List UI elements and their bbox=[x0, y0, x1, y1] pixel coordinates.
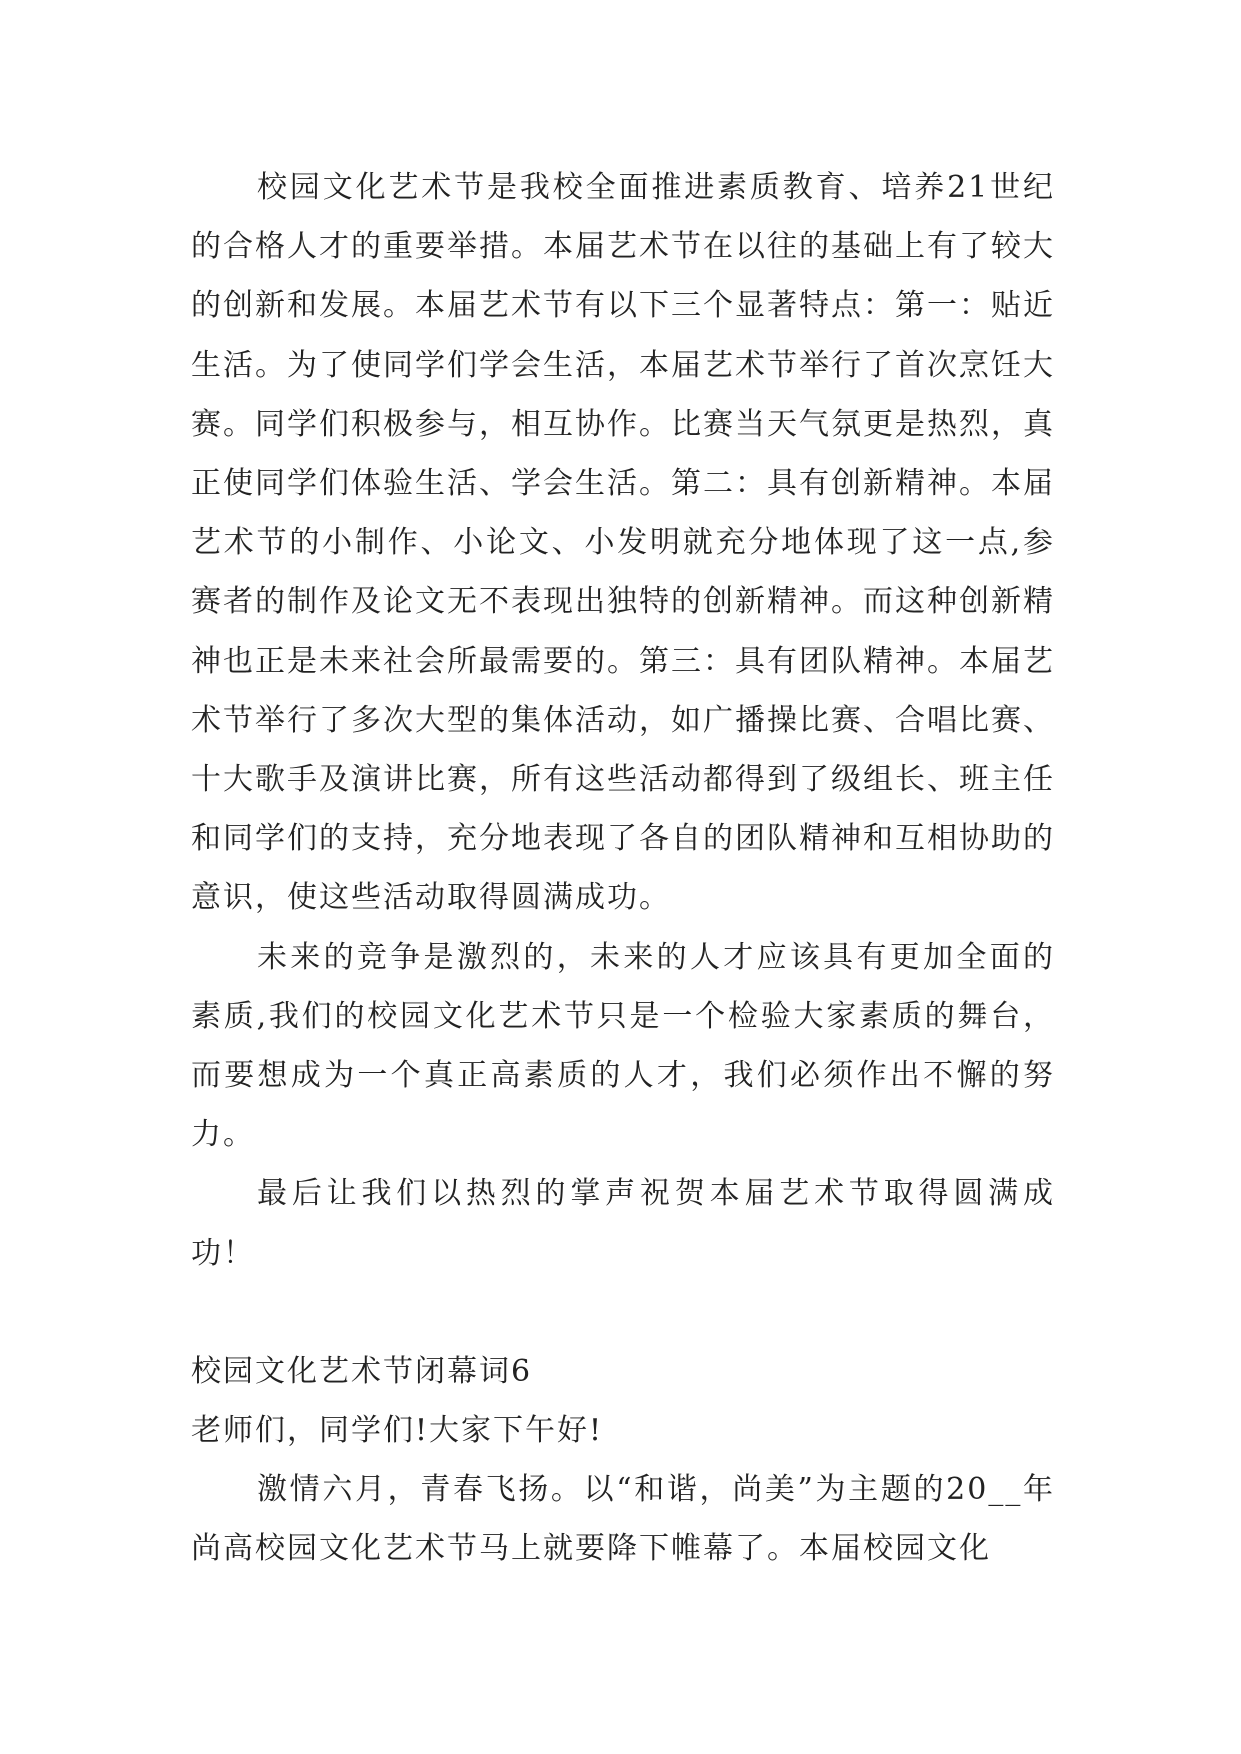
paragraph-congratulations: 最后让我们以热烈的掌声祝贺本届艺术节取得圆满成功！ bbox=[191, 1176, 1055, 1271]
section-spacer bbox=[191, 1283, 1055, 1342]
document-body bbox=[191, 158, 1055, 1579]
paragraph-festival-features: 校园文化艺术节是我校全面推进素质教育、培养21世纪的合格人才的重要举措。本届艺术节在以往的基础上有了较大的创新和发展。本届艺术节有以下三个显著特点：第一：贴近生活。为了使同学们学会生活，本届艺术节举行了首次烹饪大赛。同学们积极参与，相互协作。比赛当天气氛更是热烈，真正使同学们体验生活、学会生活。第二：具有创新精神。本届艺术节的小制作、小论文、小发明就充分地体现了这一点,参赛者的制作及论文无不表现出独特的创新精神。而这种创新精神也正是未来社会所最需要的。第三：具有团队精神。本届艺术节举行了多次大型的集体活动，如广播操比赛、合唱比赛、十大歌手及演讲比赛，所有这些活动都得到了级组长、班主任和同学们的支持，充分地表现了各自的团队精神和互相协助的意识，使这些活动取得圆满成功。 bbox=[191, 170, 1055, 916]
paragraph-future-competition: 未来的竞争是激烈的，未来的人才应该具有更加全面的素质,我们的校园文化艺术节只是一个检验大家素质的舞台，而要想成为一个真正高素质的人才，我们必须作出不懈的努力。 bbox=[191, 939, 1055, 1153]
paragraph-opening: 激情六月，青春飞扬。以“和谐，尚美”为主题的20__年尚高校园文化艺术节马上就要降下帷幕了。本届校园文化 bbox=[191, 1472, 1055, 1567]
greeting-line: 老师们，同学们!大家下午好! bbox=[191, 1413, 604, 1449]
section-title: 校园文化艺术节闭幕词6 bbox=[191, 1353, 533, 1389]
